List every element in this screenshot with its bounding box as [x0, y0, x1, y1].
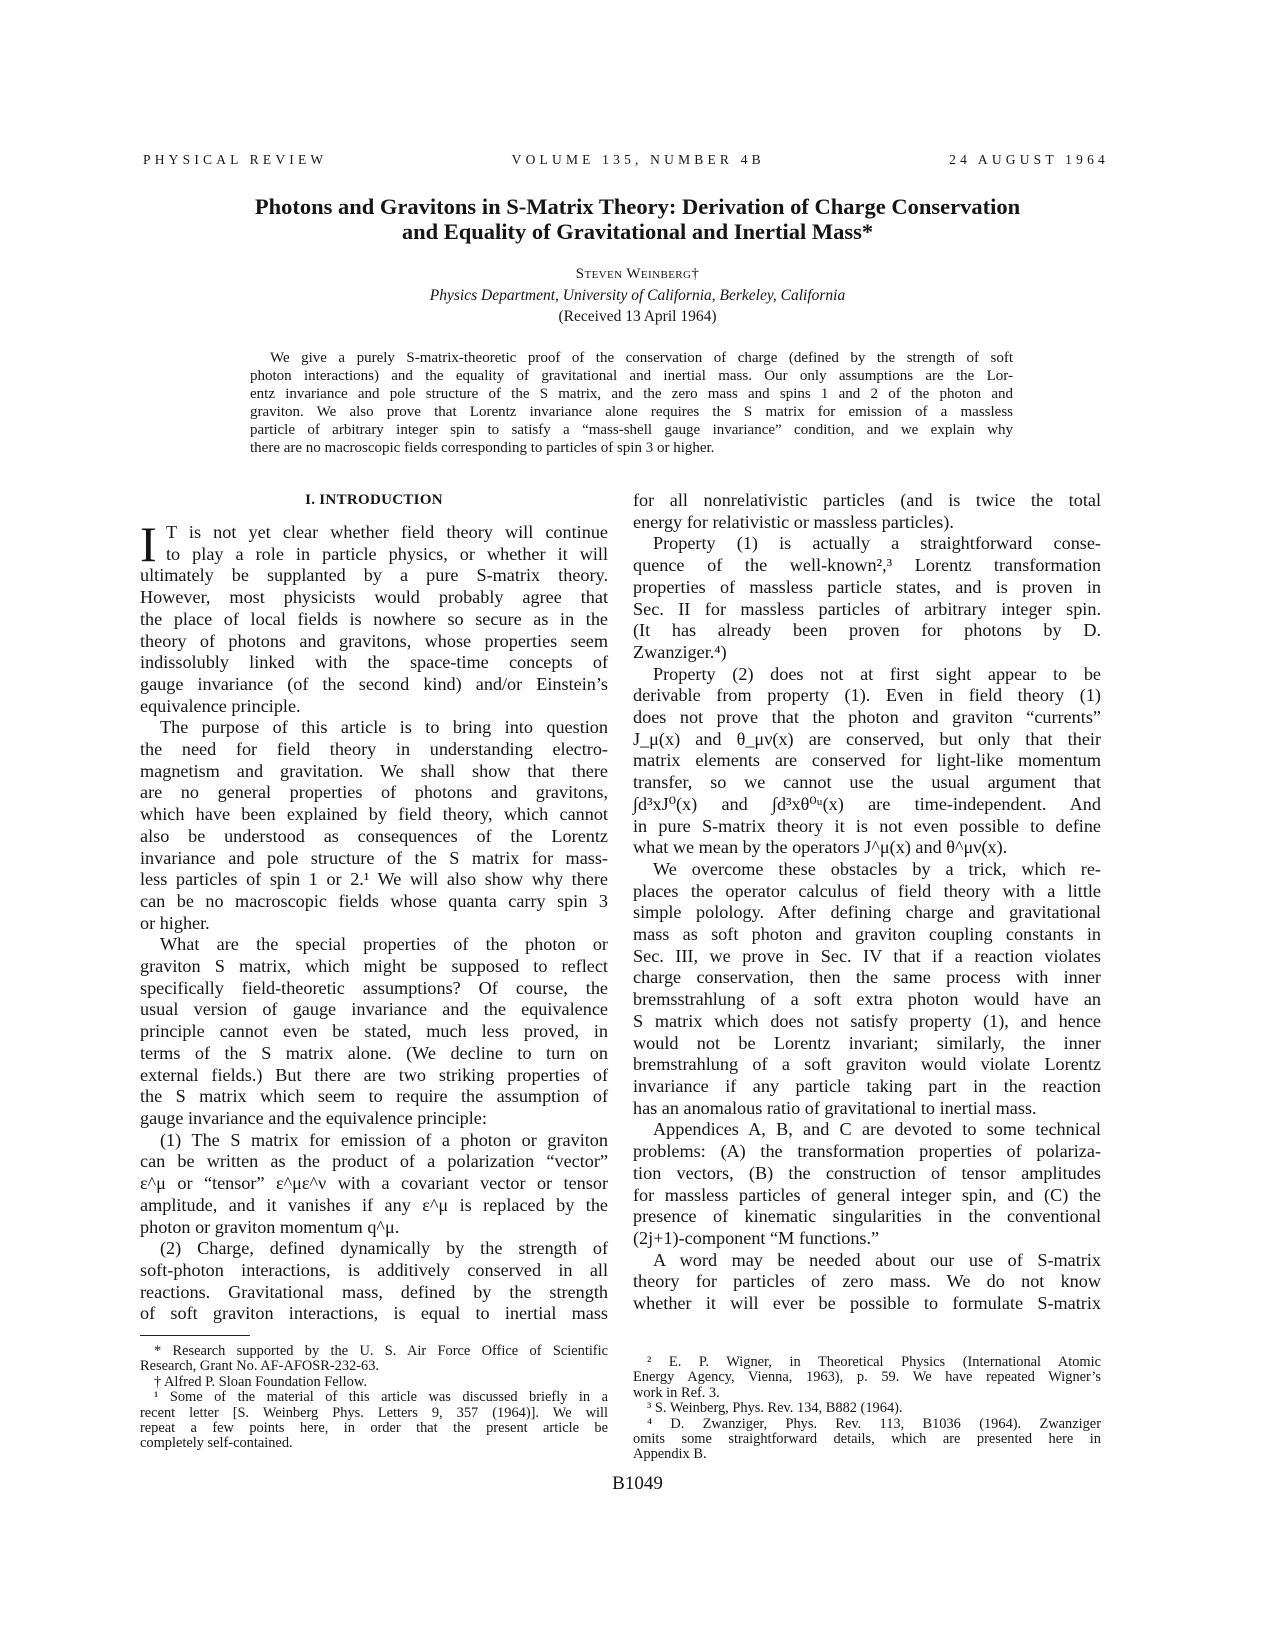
body-line: J_μ(x) and θ_μν(x) are conserved, but only that their: [633, 728, 1101, 749]
body-line: photon or graviton momentum q^μ.: [140, 1216, 400, 1237]
body-line: are no general properties of photons and gravitons,: [140, 782, 608, 803]
section-heading: I. INTRODUCTION: [305, 492, 443, 508]
body-line: would not be Lorentz invariant; similarly, the inner: [633, 1032, 1101, 1053]
abstract-line: there are no macroscopic fields corresponding to particles of spin 3 or higher.: [250, 440, 715, 456]
body-line: usual version of gauge invariance and the equivalence: [140, 999, 608, 1020]
body-line: (2) Charge, defined dynamically by the strength of: [160, 1238, 608, 1259]
issue-date: 24 AUGUST 1964: [949, 152, 1109, 167]
footnotes-left: [140, 1333, 608, 1452]
body-line: gauge invariance and the equivalence principle:: [140, 1107, 487, 1128]
body-line: soft-photon interactions, is additively conserved in all: [140, 1259, 608, 1280]
body-line: reactions. Gravitational mass, defined by the strength: [140, 1281, 608, 1302]
received-date: (Received 13 April 1964): [558, 308, 717, 325]
body-line: quence of the well-known²,³ Lorentz transformation: [633, 555, 1101, 576]
author-name: Steven Weinberg†: [575, 266, 700, 282]
body-line: We overcome these obstacles by a trick, which re-: [653, 858, 1101, 879]
body-line: can be written as the product of a polarization “vector”: [140, 1151, 608, 1172]
body-line: The purpose of this article is to bring into question: [160, 717, 608, 738]
body-line: Appendices A, B, and C are devoted to some technical: [653, 1119, 1101, 1140]
footnote-line: ² E. P. Wigner, in Theoretical Physics (International Atomic: [647, 1354, 1101, 1370]
title-line: Photons and Gravitons in S-Matrix Theory: Derivation of Charge Conservation: [254, 194, 1021, 219]
body-line: invariance if any particle taking part in the reaction: [633, 1075, 1101, 1096]
footnote-line: Energy Agency, Vienna, 1963), p. 59. We have repeated Wigner’s: [633, 1369, 1101, 1386]
footnote-line: ⁴ D. Zwanziger, Phys. Rev. 113, B1036 (1964). Zwanziger: [647, 1415, 1101, 1432]
body-line: external fields.) But there are two striking properties of: [140, 1064, 608, 1085]
body-line: invariance and pole structure of the S matrix for mass-: [140, 847, 608, 868]
body-line: ultimately be supplanted by a pure S-matrix theory.: [140, 565, 608, 586]
body-line: A word may be needed about our use of S-matrix: [653, 1249, 1101, 1270]
footnote-line: * Research supported by the U. S. Air Force Office of Scientific: [154, 1343, 608, 1359]
body-line: or higher.: [140, 912, 210, 933]
body-line: amplitude, and it vanishes if any ε^μ is replaced by the: [140, 1194, 608, 1215]
journal-name: PHYSICAL REVIEW: [143, 152, 328, 167]
article-title: [130, 194, 1145, 244]
body-line: theory for particles of zero mass. We do not know: [633, 1271, 1101, 1292]
body-line: for massless particles of general integer spin, and (C) the: [633, 1184, 1101, 1205]
body-line: the need for field theory in understanding electro-: [140, 739, 608, 760]
body-line: specifically field-theoretic assumptions? Of course, the: [140, 977, 608, 998]
body-line: ε^μ or “tensor” ε^με^ν with a covariant vector or tensor: [140, 1173, 608, 1194]
body-line: of soft graviton interactions, is equal to inertial mass: [140, 1303, 608, 1324]
left-column: [140, 490, 608, 1325]
body-line: properties of massless particle states, and is proven in: [633, 576, 1101, 597]
body-line: presence of kinematic singularities in the conventional: [633, 1206, 1101, 1227]
title-line: and Equality of Gravitational and Inertial Mass*: [401, 219, 874, 244]
body-line: Property (1) is actually a straightforward conse-: [653, 533, 1101, 554]
body-line: T is not yet clear whether field theory will continue: [166, 522, 608, 542]
footnote-line: Appendix B.: [633, 1446, 707, 1463]
body-line: the S matrix which seem to require the assumption of: [140, 1086, 608, 1107]
body-line: for all nonrelativistic particles (and is twice the total: [633, 490, 1101, 510]
body-line: Property (2) does not at first sight appear to be: [653, 663, 1101, 684]
page-number: B1049: [612, 1473, 663, 1494]
footnote-line: ³ S. Weinberg, Phys. Rev. 134, B882 (1964).: [647, 1400, 903, 1417]
body-line: derivable from property (1). Even in field theory (1): [633, 685, 1101, 706]
body-line: whether it will ever be possible to formulate S-matrix: [633, 1293, 1101, 1314]
body-line: ∫d³xJ⁰(x) and ∫d³xθ⁰ᵘ(x) are time-independent. And: [633, 793, 1101, 814]
body-line: (1) The S matrix for emission of a photon or graviton: [160, 1129, 608, 1150]
body-line: (It has already been proven for photons by D.: [633, 620, 1101, 641]
body-line: tion vectors, (B) the construction of tensor amplitudes: [633, 1162, 1101, 1183]
body-line: simple polology. After defining charge and gravitational: [633, 902, 1101, 923]
body-line: transfer, so we cannot use the usual argument that: [633, 772, 1101, 793]
body-line: in pure S-matrix theory it is not even possible to define: [633, 815, 1101, 836]
body-line: principle cannot even be stated, much less proved, in: [140, 1021, 608, 1042]
body-line: However, most physicists would probably agree that: [140, 587, 608, 608]
body-line: (2j+1)-component “M functions.”: [633, 1227, 880, 1248]
body-line: What are the special properties of the photon or: [160, 934, 608, 955]
body-line: has an anomalous ratio of gravitational to inertial mass.: [633, 1097, 1037, 1118]
volume-info: VOLUME 135, NUMBER 4B: [511, 152, 765, 167]
intro-paragraph: [140, 516, 608, 717]
body-line: mass as soft photon and graviton coupling constants in: [633, 924, 1101, 945]
body-line: places the operator calculus of field theory with a little: [633, 880, 1101, 901]
body-line: graviton S matrix, which might be supposed to reflect: [140, 956, 608, 977]
body-line: S matrix which does not satisfy property (1), and hence: [633, 1010, 1101, 1031]
body-line: equivalence principle.: [140, 695, 301, 716]
body-line: theory of photons and gravitons, whose properties seem: [140, 630, 608, 651]
drop-cap: I: [140, 516, 157, 572]
footnotes-right: [633, 1355, 1101, 1463]
body-line: energy for relativistic or massless particles).: [633, 511, 954, 532]
body-line: matrix elements are conserved for light-like momentum: [633, 750, 1101, 771]
body-line: terms of the S matrix alone. (We decline to turn on: [140, 1042, 608, 1063]
footnote-line: recent letter [S. Weinberg Phys. Letters 9, 357 (1964)]. We will: [140, 1404, 608, 1421]
abstract-line: photon interactions) and the equality of gravitational and inertial mass. Our only assumptions are the Lor-: [250, 368, 1013, 384]
footnote-line: Research, Grant No. AF-AFOSR-232-63.: [140, 1358, 380, 1375]
abstract-line: graviton. We also prove that Lorentz invariance alone requires the S matrix for emission of a massless: [250, 404, 1013, 420]
body-line: Sec. III, we prove in Sec. IV that if a reaction violates: [633, 945, 1101, 966]
footnote-line: † Alfred P. Sloan Foundation Fellow.: [154, 1373, 367, 1390]
footnote-line: omits some straightforward details, which are presented here in: [633, 1431, 1101, 1448]
running-head: [143, 152, 1109, 168]
body-line: can be no macroscopic fields whose quanta carry spin 3: [140, 890, 608, 911]
body-line: the place of local fields is nowhere so secure as in the: [140, 608, 608, 629]
body-line: what we mean by the operators J^μ(x) and θ^μν(x).: [633, 837, 1008, 858]
body-line: bremstrahlung of a soft graviton would violate Lorentz: [633, 1054, 1101, 1075]
abstract-line: We give a purely S-matrix-theoretic proof of the conservation of charge (defined by the strength of soft: [270, 350, 1013, 366]
footnote-line: ¹ Some of the material of this article was discussed briefly in a: [154, 1389, 608, 1406]
footnote-line: repeat a few points here, in order that the present article be: [140, 1420, 608, 1437]
body-line: bremsstrahlung of a soft extra photon would have an: [633, 989, 1101, 1010]
footnote-rule: [140, 1335, 250, 1336]
body-line: does not prove that the photon and graviton “currents”: [633, 707, 1101, 728]
body-line: problems: (A) the transformation properties of polariza-: [633, 1141, 1101, 1162]
footnote-line: work in Ref. 3.: [633, 1384, 720, 1401]
body-line: charge conservation, then the same process with inner: [633, 967, 1101, 988]
author-affiliation: Physics Department, University of California, Berkeley, California: [429, 287, 846, 304]
abstract: [250, 349, 1013, 457]
body-line: also be understood as consequences of the Lorentz: [140, 825, 608, 846]
body-line: magnetism and gravitation. We shall show that there: [140, 760, 608, 781]
abstract-line: entz invariance and pole structure of the S matrix, and the zero mass and spins 1 and 2 of the photon and: [250, 386, 1013, 402]
body-line: Sec. II for massless particles of arbitrary integer spin.: [633, 598, 1101, 619]
footnote-line: completely self-contained.: [140, 1435, 293, 1452]
body-line: less particles of spin 1 or 2.¹ We will also show why there: [140, 869, 608, 890]
body-line: gauge invariance (of the second kind) and/or Einstein’s: [140, 673, 608, 694]
right-column: [633, 490, 1101, 1315]
abstract-line: particle of arbitrary integer spin to satisfy a “mass-shell gauge invariance” condition, and we explain why: [250, 422, 1013, 438]
body-line: which have been explained by field theory, which cannot: [140, 804, 608, 825]
body-line: indissolubly linked with the space-time concepts of: [140, 652, 608, 673]
body-line: to play a role in particle physics, or whether it will: [166, 543, 608, 564]
body-line: Zwanziger.⁴): [633, 641, 727, 662]
